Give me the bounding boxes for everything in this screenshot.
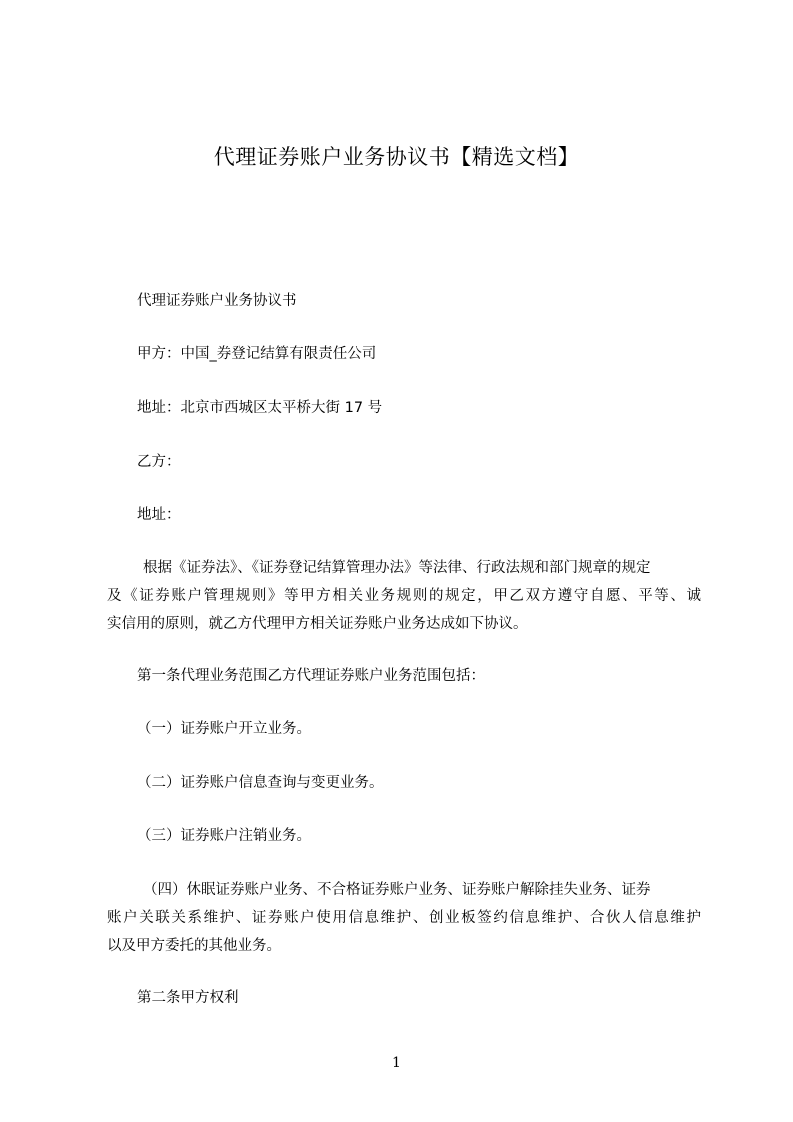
document-title: 代理证券账户业务协议书【精选文档】 <box>213 145 580 169</box>
article-1-item-2: （二）证券账户信息查询与变更业务。 <box>137 775 384 791</box>
preamble-line: 根据《证券法》、《证券登记结算管理办法》等法律、行政法规和部门规章的规定 <box>143 560 651 576</box>
article-1-item-4 <box>107 876 701 960</box>
preamble-line: 及《证券账户管理规则》等甲方相关业务规则的规定，甲乙双方遵守自愿、平等、诚 <box>107 588 701 604</box>
item-4-line: 以及甲方委托的其他业务。 <box>107 938 281 954</box>
item-4-line: （四）休眠证券账户业务、不合格证券账户业务、证券账户解除挂失业务、证券 <box>143 882 651 898</box>
party-a-line: 甲方：中国_券登记结算有限责任公司 <box>137 346 377 362</box>
party-a-address-line: 地址：北京市西城区太平桥大街 17 号 <box>137 400 383 416</box>
article-1-item-3: （三）证券账户注销业务。 <box>137 828 311 844</box>
page-number: 1 <box>392 1055 401 1071</box>
preamble-line: 实信用的原则，就乙方代理甲方相关证券账户业务达成如下协议。 <box>107 616 528 632</box>
party-b-line: 乙方： <box>137 454 181 470</box>
preamble-paragraph <box>107 554 701 638</box>
article-1-item-1: （一）证券账户开立业务。 <box>137 721 311 737</box>
article-2-heading: 第二条甲方权利 <box>137 990 239 1006</box>
agreement-heading: 代理证券账户业务协议书 <box>137 293 297 309</box>
item-4-line: 账户关联关系维护、证券账户使用信息维护、创业板签约信息维护、合伙人信息维护 <box>107 910 701 926</box>
article-1-heading: 第一条代理业务范围乙方代理证券账户业务范围包括： <box>137 668 485 684</box>
party-b-address-line: 地址： <box>137 507 181 523</box>
